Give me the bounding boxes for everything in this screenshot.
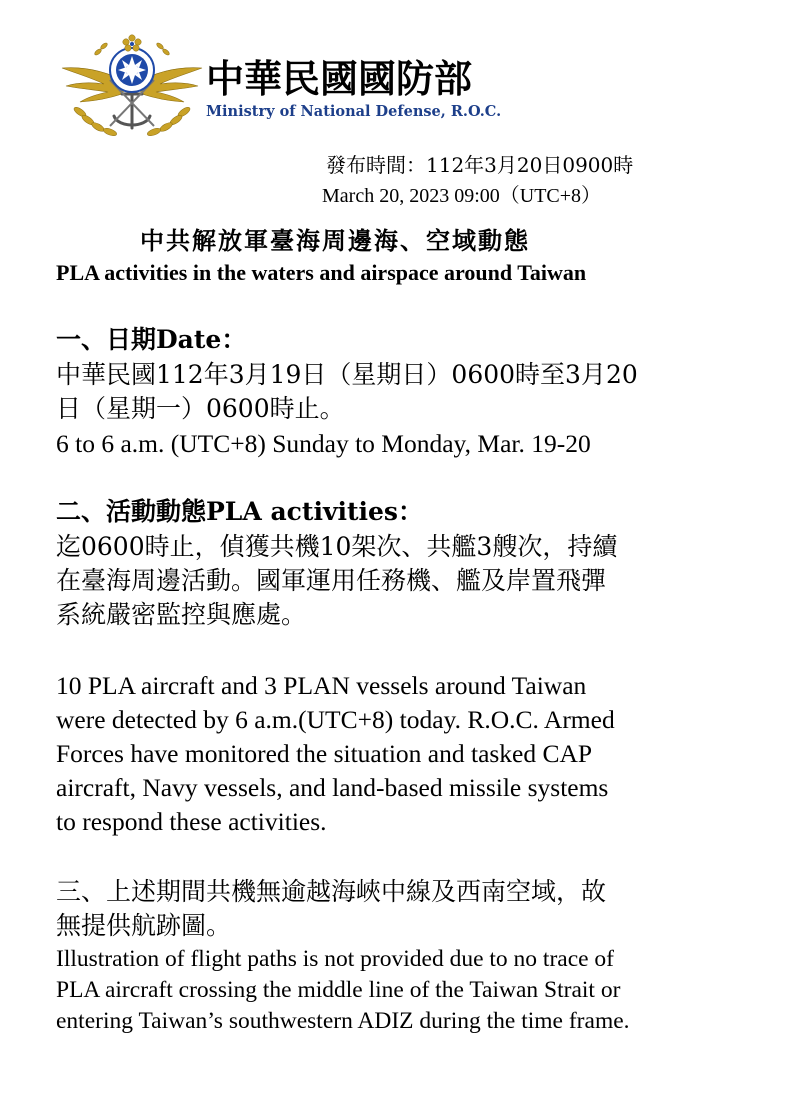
section-activities-zh-line-2: 在臺海周邊活動。國軍運用任務機、艦及岸置飛彈 (56, 566, 607, 595)
section-activities-zh-line-3: 系統嚴密監控與應處。 (56, 600, 307, 629)
section-activities-en-line-3: Forces have monitored the situation and tasked CAP (56, 739, 593, 768)
section-flight-paths-en-line-2: PLA aircraft crossing the middle line of the Taiwan Strait or (56, 977, 621, 1003)
section-activities-heading: 二、活動動態PLA activities： (56, 497, 423, 526)
section-date-en-line-1: 6 to 6 a.m. (UTC+8) Sunday to Monday, Mar. 19-20 (56, 429, 591, 458)
section-date-zh-line-1: 中華民國112年3月19日（星期日）0600時至3月20 (56, 360, 638, 389)
section-activities-en-line-1: 10 PLA aircraft and 3 PLAN vessels around Taiwan (56, 671, 587, 700)
organization-name-zh: 中華民國國防部 (206, 57, 473, 101)
section-activities-en-line-5: to respond these activities. (56, 807, 327, 836)
section-flight-paths-en-line-1: Illustration of flight paths is not provided due to no trace of (56, 946, 615, 972)
document-title-en: PLA activities in the waters and airspace around Taiwan (56, 260, 587, 285)
section-flight-paths-zh-line-2: 無提供航跡圖。 (56, 911, 232, 940)
release-time-zh: 發布時間：112年3月20日0900時 (326, 153, 634, 177)
section-date-heading: 一、日期Date： (56, 325, 247, 354)
section-activities-zh-line-1: 迄0600時止，偵獲共機10架次、共艦3艘次，持續 (56, 532, 618, 561)
section-activities-en-line-4: aircraft, Navy vessels, and land-based missile systems (56, 773, 609, 802)
release-time-en: March 20, 2023 09:00（UTC+8） (322, 185, 602, 207)
organization-name-en: Ministry of National Defense, R.O.C. (206, 103, 502, 120)
section-flight-paths-zh-line-1: 三、上述期間共機無逾越海峽中線及西南空域，故 (56, 877, 607, 906)
section-flight-paths-en-line-3: entering Taiwan’s southwestern ADIZ during the time frame. (56, 1008, 630, 1034)
ministry-emblem-icon (58, 28, 206, 140)
section-activities-en-line-2: were detected by 6 a.m.(UTC+8) today. R.O.C. Armed (56, 705, 615, 734)
section-date-zh-line-2: 日（星期一）0600時止。 (56, 394, 345, 423)
document-title-zh: 中共解放軍臺海周邊海、空域動態 (140, 226, 530, 255)
